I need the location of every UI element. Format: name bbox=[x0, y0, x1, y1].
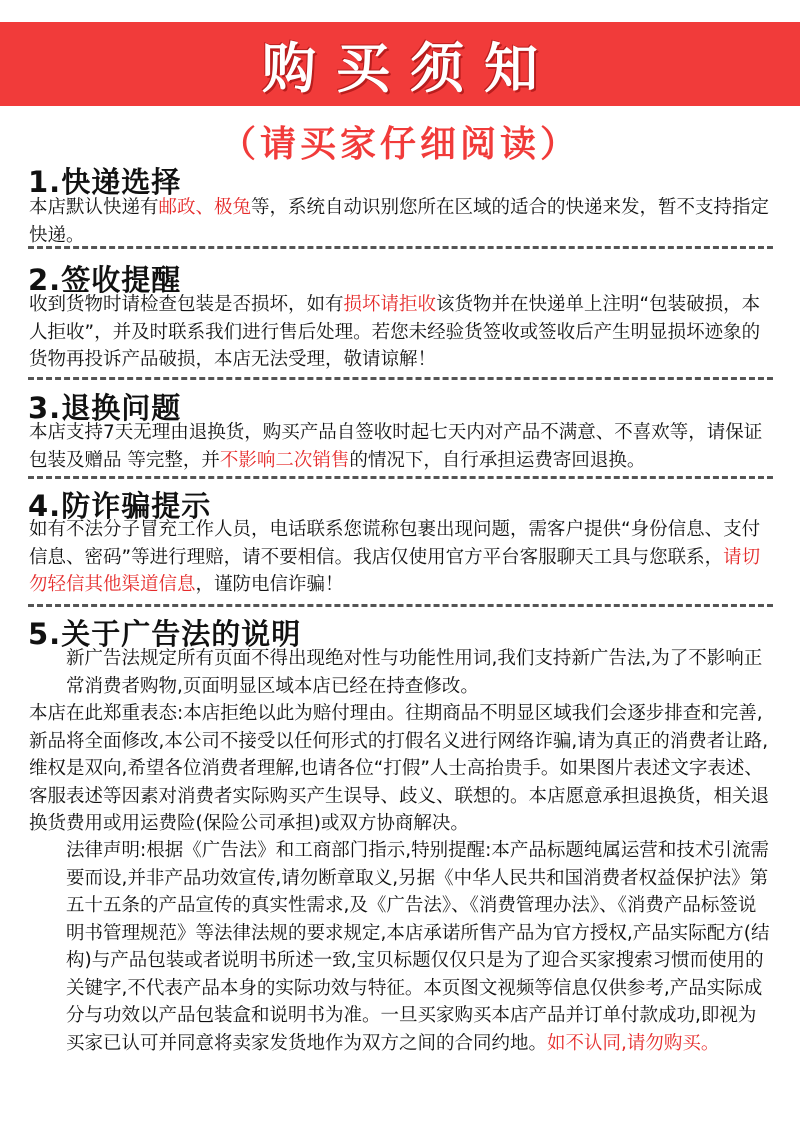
section-text-delivery bbox=[29, 194, 774, 249]
highlight-text: 邮政、极兔 bbox=[158, 197, 252, 218]
text-run: 的情况下，自行承担运费寄回退换。 bbox=[349, 449, 646, 471]
highlight-text: 不影响二次销售 bbox=[219, 449, 350, 471]
text-run: 收到货物时请检查包装是否损坏，如有 bbox=[29, 294, 344, 315]
section-text-ad-law-1: 新广告法规定所有页面不得出现绝对性与功能性用词,我们支持新广告法,为了不影响正常消费者购物,页面明显区域本店已经在持查修改。 bbox=[66, 648, 763, 697]
highlight-text: 请切勿轻信其他渠道信息 bbox=[29, 546, 761, 595]
highlight-text: 如不认同,请勿购买。 bbox=[547, 1032, 720, 1054]
text-run: 本店默认快递有 bbox=[29, 197, 159, 218]
section-text-signing bbox=[29, 291, 774, 374]
header-banner bbox=[0, 22, 800, 106]
section-title-delivery: 1.快递选择 bbox=[28, 165, 182, 199]
section-divider bbox=[28, 604, 773, 607]
section-divider bbox=[28, 476, 773, 479]
text-run: 如有不法分子冒充工作人员，电话联系您谎称包裹出现问题，需客户提供“身份信息、支付信息、密码”等进行理赔，请不要相信。我店仅使用官方平台客服聊天工具与您联系， bbox=[29, 519, 761, 568]
section-text-fraud bbox=[29, 516, 774, 599]
section-text-legal-notice bbox=[29, 837, 774, 1057]
section-text-ad-law-2: 本店在此郑重表态:本店拒绝以此为赔付理由。往期商品不明显区域我们会逐步排查和完善,新品将全面修改,本公司不接受以任何形式的打假名义进行网络诈骗,请为真正的消费者让路,维权是双向,希望各位消费者理解,也请各位“打假”人士高抬贵手。如果图片表述文字表述、客服表述等因素对消费者实际购买产生误导、歧义、联想的。本店愿意承担退换货，相关退换货费用或用运费险(保险公司承担)或双方协商解决。 bbox=[29, 703, 770, 834]
page-title: 购买须知 bbox=[262, 36, 558, 100]
section-divider bbox=[28, 246, 773, 249]
section-divider bbox=[28, 377, 773, 380]
section-title-ad-law: 5.关于广告法的说明 bbox=[28, 617, 302, 651]
text-run: ，谨防电信诈骗！ bbox=[195, 574, 344, 595]
section-title-fraud: 4.防诈骗提示 bbox=[28, 489, 212, 523]
text-run: 本店支持7天无理由退换货，购买产品自签收时起七天内对产品不满意、不喜欢等，请保证包装及赠品 等完整，并 bbox=[29, 422, 763, 471]
page-subtitle: （请买家仔细阅读） bbox=[219, 124, 580, 165]
text-run: 该货物并在快递单上注明“包装破损，本人拒收”，并及时联系我们进行售后处理。若您未经验货签收或签收后产生明显损坏迹象的货物再投诉产品破损，本店无法受理，敬请谅解！ bbox=[29, 294, 761, 370]
section-title-returns: 3.退换问题 bbox=[28, 391, 182, 425]
text-run: 法律声明:根据《广告法》和工商部门指示,特别提醒:本产品标题纯属运营和技术引流需要而设,并非产品功效宣传,请勿断章取义,另据《中华人民共和国消费者权益保护法》第五十五条的产品宣传的真实性需求,及《广告法》、《消费管理办法》、《消费产品标签说明书管理规范》等法律法规的要求规定,本店承诺所售产品为官方授权,产品实际配方(结构)与产品包装或者说明书所述一致,宝贝标题仅仅只是为了迎合买家搜索习惯而使用的关键字,不代表产品本身的实际功效与特征。本页图文视频等信息仅供参考,产品实际成分与功效以产品包装盒和说明书为准。一旦买家购买本店产品并订单付款成功,即视为买家已认可并同意将卖家发货地作为双方之间的合同约地。 bbox=[66, 840, 770, 1054]
section-title-signing: 2.签收提醒 bbox=[28, 263, 182, 297]
highlight-text: 损坏请拒收 bbox=[343, 294, 437, 315]
text-run: 等，系统自动识别您所在区域的适合的快递来发，暂不支持指定快递。 bbox=[29, 197, 770, 246]
section-text-returns bbox=[29, 419, 774, 474]
